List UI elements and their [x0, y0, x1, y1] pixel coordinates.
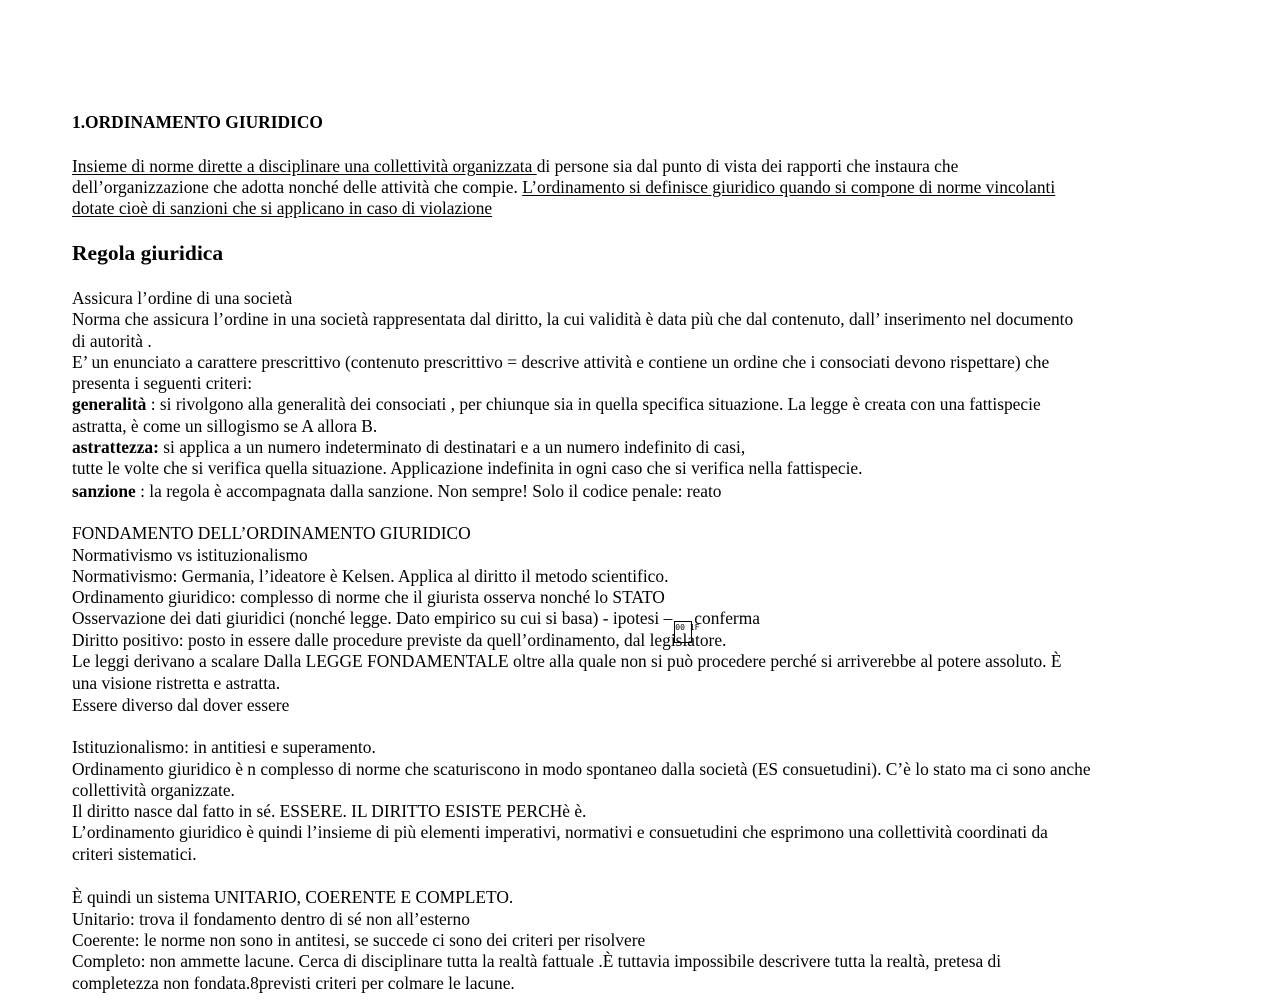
paragraph-text: Osservazione dei dati giuridici (nonché legge. Dato empirico su cui si basa) - ipotesi – [72, 608, 673, 628]
intro-text: di persone sia dal punto di vista dei rapporti che instaura che [536, 156, 959, 176]
criterion-text: si applica a un numero indeterminato di destinatari e a un numero indefinito di casi, [158, 437, 746, 457]
paragraph-line: Le leggi derivano a scalare Dalla LEGGE FONDAMENTALE oltre alla quale non si può procedere perché si arriverebbe al potere assoluto. È [72, 651, 1062, 671]
paragraph-line: FONDAMENTO DELL’ORDINAMENTO GIURIDICO [72, 523, 471, 543]
paragraph-line: Essere diverso dal dover essere [72, 695, 290, 715]
criterion-label: astrattezza: [72, 437, 159, 457]
paragraph-line: una visione ristretta e astratta. [72, 673, 281, 693]
paragraph-line: completezza non fondata.8previsti criteri per colmare le lacune. [72, 973, 515, 993]
paragraph-line: tutte le volte che si verifica quella situazione. Applicazione indefinita in ogni caso che si verifica nella fattispecie. [72, 458, 863, 478]
criterion-label: sanzione [72, 481, 136, 501]
paragraph-line: Diritto positivo: posto in essere dalle procedure previste da quell’ordinamento, dal legislatore. [72, 630, 727, 650]
paragraph-line: Istituzionalismo: in antitiesi e superamento. [72, 737, 376, 757]
paragraph-line: astratta, è come un sillogismo se A allora B. [72, 416, 378, 436]
paragraph-line: Ordinamento giuridico: complesso di norme che il giurista osserva nonché lo STATO [72, 587, 665, 607]
paragraph-line: Normativismo: Germania, l’ideatore è Kelsen. Applica al diritto il metodo scientifico. [72, 566, 669, 586]
paragraph-line: Assicura l’ordine di una società [72, 288, 293, 308]
paragraph-line: Unitario: trova il fondamento dentro di sé non all’esterno [72, 909, 470, 929]
intro-underlined-text: L’ordinamento si definisce giuridico quando si compone di norme vincolanti [522, 177, 1056, 197]
intro-text: dell’organizzazione che adotta nonché delle attività che compie. [72, 177, 523, 197]
intro-line-1 [72, 156, 958, 177]
paragraph-line: presenta i seguenti criteri: [72, 373, 253, 393]
paragraph-line: di autorità . [72, 331, 152, 351]
intro-underlined-text: dotate cioè di sanzioni che si applicano in caso di violazione [72, 198, 493, 218]
paragraph-line: criteri sistematici. [72, 844, 197, 864]
paragraph-line: Normativismo vs istituzionalismo [72, 545, 308, 565]
subsection-title: Regola giuridica [72, 241, 224, 265]
criterion-text: : la regola è accompagnata dalla sanzione. Non sempre! Solo il codice penale: reato [135, 481, 722, 501]
intro-line-3 [72, 198, 492, 219]
paragraph-line: Ordinamento giuridico è n complesso di norme che scaturiscono in modo spontaneo dalla società (ES consuetudini). C’è lo stato ma ci sono anche [72, 759, 1091, 779]
paragraph-line: E’ un enunciato a carattere prescrittivo (contenuto prescrittivo = descrive attività e contiene un ordine che i consociati devono rispettare) che [72, 352, 1050, 372]
paragraph-line: L’ordinamento giuridico è quindi l’insieme di più elementi imperativi, normativi e consuetudini che esprimono una collettività coordinati da [72, 822, 1048, 842]
section-heading: 1.ORDINAMENTO GIURIDICO [72, 112, 323, 132]
paragraph-line: Norma che assicura l’ordine in una società rappresentata dal diritto, la cui validità è data più che dal contenuto, dall’ inserimento nel documento [72, 309, 1074, 329]
intro-underlined-text: Insieme di norme dirette a disciplinare una collettività organizzata [72, 156, 537, 176]
paragraph-text: conferma [694, 608, 760, 628]
paragraph-line: Il diritto nasce dal fatto in sé. ESSERE. IL DIRITTO ESISTE PERCHè è. [72, 801, 587, 821]
missing-glyph-icon: 00 1F [674, 621, 692, 643]
paragraph-line: Completo: non ammette lacune. Cerca di disciplinare tutta la realtà fattuale .È tuttavia impossibile descrivere tutta la realtà, pretesa di [72, 951, 1002, 971]
criterion-astrattezza [72, 437, 745, 458]
intro-line-2 [72, 177, 1055, 198]
paragraph-line: collettività organizzate. [72, 780, 235, 800]
criterion-label: generalità [72, 394, 147, 414]
criterion-sanzione [72, 481, 722, 502]
paragraph-line: È quindi un sistema UNITARIO, COERENTE E COMPLETO. [72, 887, 514, 907]
criterion-generalita [72, 394, 1041, 415]
paragraph-line: Coerente: le norme non sono in antitesi, se succede ci sono dei criteri per risolvere [72, 930, 646, 950]
criterion-text: : si rivolgono alla generalità dei consociati , per chiunque sia in quella specifica situazione. La legge è creata con una fattispecie [146, 394, 1041, 414]
